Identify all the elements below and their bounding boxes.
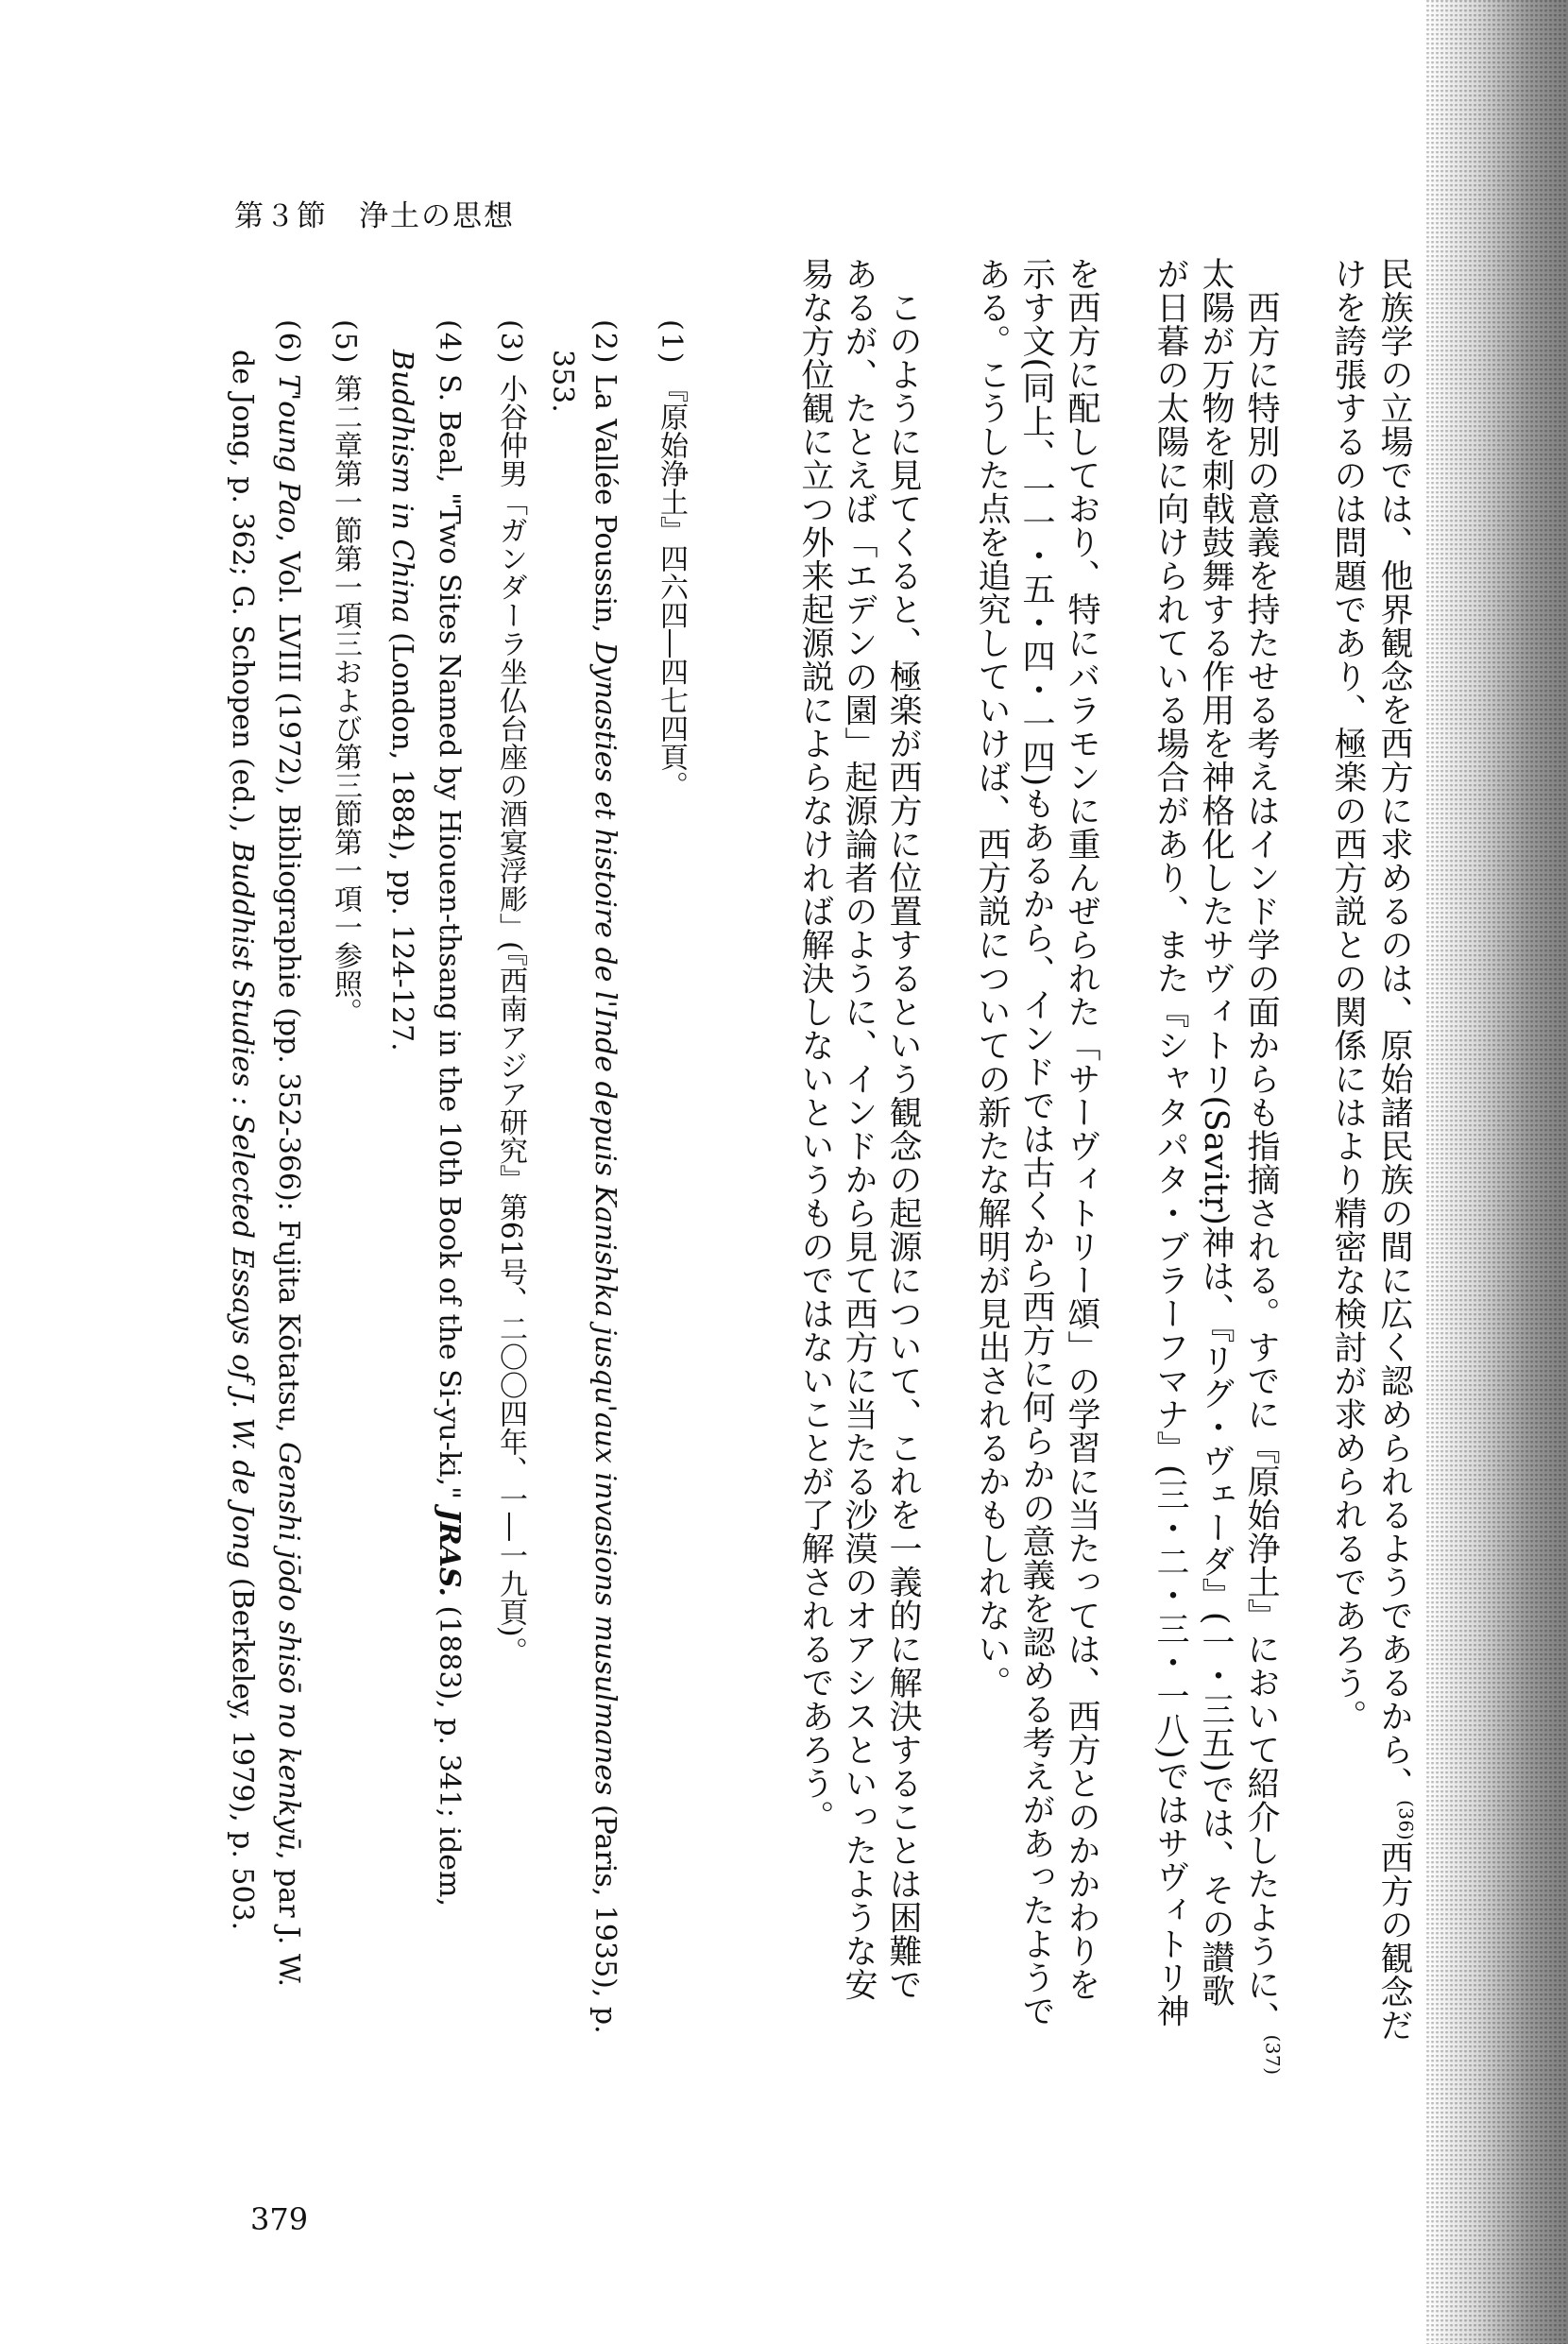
footnote-6-continuation [223, 350, 261, 1930]
body-line-8: ある。こうした点を追究していけば、西方説についての新たな解明が見出されるかもしれない。 [973, 257, 1011, 1700]
footnote-6-title1: T'oung Pao [272, 374, 305, 534]
footnote-1-number: (1) [655, 319, 688, 366]
footnote-4-cont-post: (London, 1884), pp. 124-127. [385, 623, 418, 1052]
footnote-6-cont-post: (Berkeley, 1979), p. 503. [226, 1568, 259, 1931]
footnote-6-number: (6) [272, 319, 305, 366]
footnote-4-number: (4) [433, 319, 466, 366]
footnote-4 [430, 319, 468, 1907]
footnote-5-number: (5) [329, 319, 362, 366]
body-line-3-text: 西方に特別の意義を持たせる考えはインド学の面からも指摘される。すでに『原始浄土』において紹介したように、 [1242, 257, 1280, 2035]
footnote-marker-37: (37) [1261, 2034, 1285, 2076]
body-line-4: 太陽が万物を刺戟鼓舞する作用を神格化したサヴィトリ(Savitṛ)神は、『リグ・ヴェーダ』(一・三五)では、その讃歌 [1197, 257, 1235, 2008]
footnote-3-text: 小谷仲男「ガンダーラ坐仏台座の酒宴浮彫」(『西南アジア研究』第61号、二〇〇四年、一―一九頁)。 [494, 374, 527, 1666]
body-line-5: が日暮の太陽に向けられている場合があり、また『シャタパタ・ブラーフマナ』(三・二・三・一八)ではサヴィトリ神 [1151, 257, 1189, 2028]
body-line-1-text: 民族学の立場では、他界観念を西方に求めるのは、原始諸民族の間に広く認められるようであるから、 [1375, 257, 1413, 1800]
footnote-6-cont-title: Buddhist Studies : Selected Essays of J. W. de Jong [226, 841, 259, 1569]
footnote-3 [491, 319, 529, 1666]
footnote-6-cont-pre: de Jong, p. 362; G. Schopen (ed.), [226, 350, 259, 842]
body-line-2: けを誇張するのは問題であり、極楽の西方説との関係にはより精密な検討が求められるであろう。 [1329, 257, 1367, 1733]
footnote-5-text: 第二章第一節第一項三および第三節第一項一参照。 [329, 374, 362, 1027]
footnote-2-continuation: 353. [546, 350, 579, 413]
footnote-2 [586, 319, 623, 2034]
body-line-1 [1372, 257, 1416, 2042]
page-number: 379 [250, 2201, 309, 2237]
footnote-6 [269, 319, 307, 1987]
footnote-2-title: Dynasties et histoire de l'Inde depuis Kanishka jusqu'aux invasions musulmanes [588, 642, 622, 1796]
body-line-6: を西方に配しており、特にバラモンに重んぜられた「サーヴィトリー頌」の学習に当たっては、西方とのかかわりを [1063, 257, 1100, 2001]
footnote-2-post: (Paris, 1935), p. [588, 1795, 622, 2034]
footnote-marker-36: (36) [1394, 1800, 1418, 1841]
footnote-6-title2: Genshi jōdo shisō no kenkyū [272, 1442, 305, 1852]
footnote-4-continuation [383, 350, 420, 1052]
footnote-4-cont-title: Buddhism in China [385, 350, 418, 624]
running-head: 第３節 浄土の思想 [234, 199, 515, 233]
footnote-6-mid1: , Vol. LVIII (1972), Bibliographie (pp. 352-366): Fujita Kōtatsu, [272, 533, 305, 1443]
footnote-5 [326, 319, 364, 1026]
footnote-2-number: (2) [588, 319, 622, 366]
footnote-1-text: 『原始浄土』四六四―四七四頁。 [655, 374, 688, 800]
body-line-11: 易な方位観に立つ外来起源説によらなければ解決しないというものではないことが了解されるであろう。 [796, 257, 834, 1834]
footnote-1 [652, 319, 690, 799]
footnote-4-journal: JRAS. [433, 1508, 466, 1597]
scan-edge-shadow [1426, 0, 1568, 2344]
footnote-2-pre: La Vallée Poussin, [588, 374, 622, 642]
body-line-10: あるが、たとえば「エデンの園」起源論者のように、インドから見て西方に当たる沙漠のオアシスといったような安 [840, 257, 878, 2001]
footnote-4-post: (1883), p. 341; idem, [433, 1596, 466, 1908]
footnote-6-post1: , par J. W. [272, 1851, 305, 1988]
body-line-1-tail: 西方の観念だ [1375, 1840, 1413, 2043]
footnote-3-number: (3) [494, 319, 527, 366]
body-line-7: 示す文(同上、一一・五・四・一四)もあるから、インドでは古くから西方に何らかの意義を認める考えがあったようで [1017, 257, 1055, 2028]
footnote-4-pre: S. Beal, "Two Sites Named by Hiouen-thsang in the 10th Book of the Si-yu-ki," [433, 374, 466, 1509]
body-line-9: このように見てくると、極楽が西方に位置するという観念の起源について、これを一義的に解決することは困難で [884, 257, 922, 2001]
body-line-3 [1239, 257, 1283, 2076]
